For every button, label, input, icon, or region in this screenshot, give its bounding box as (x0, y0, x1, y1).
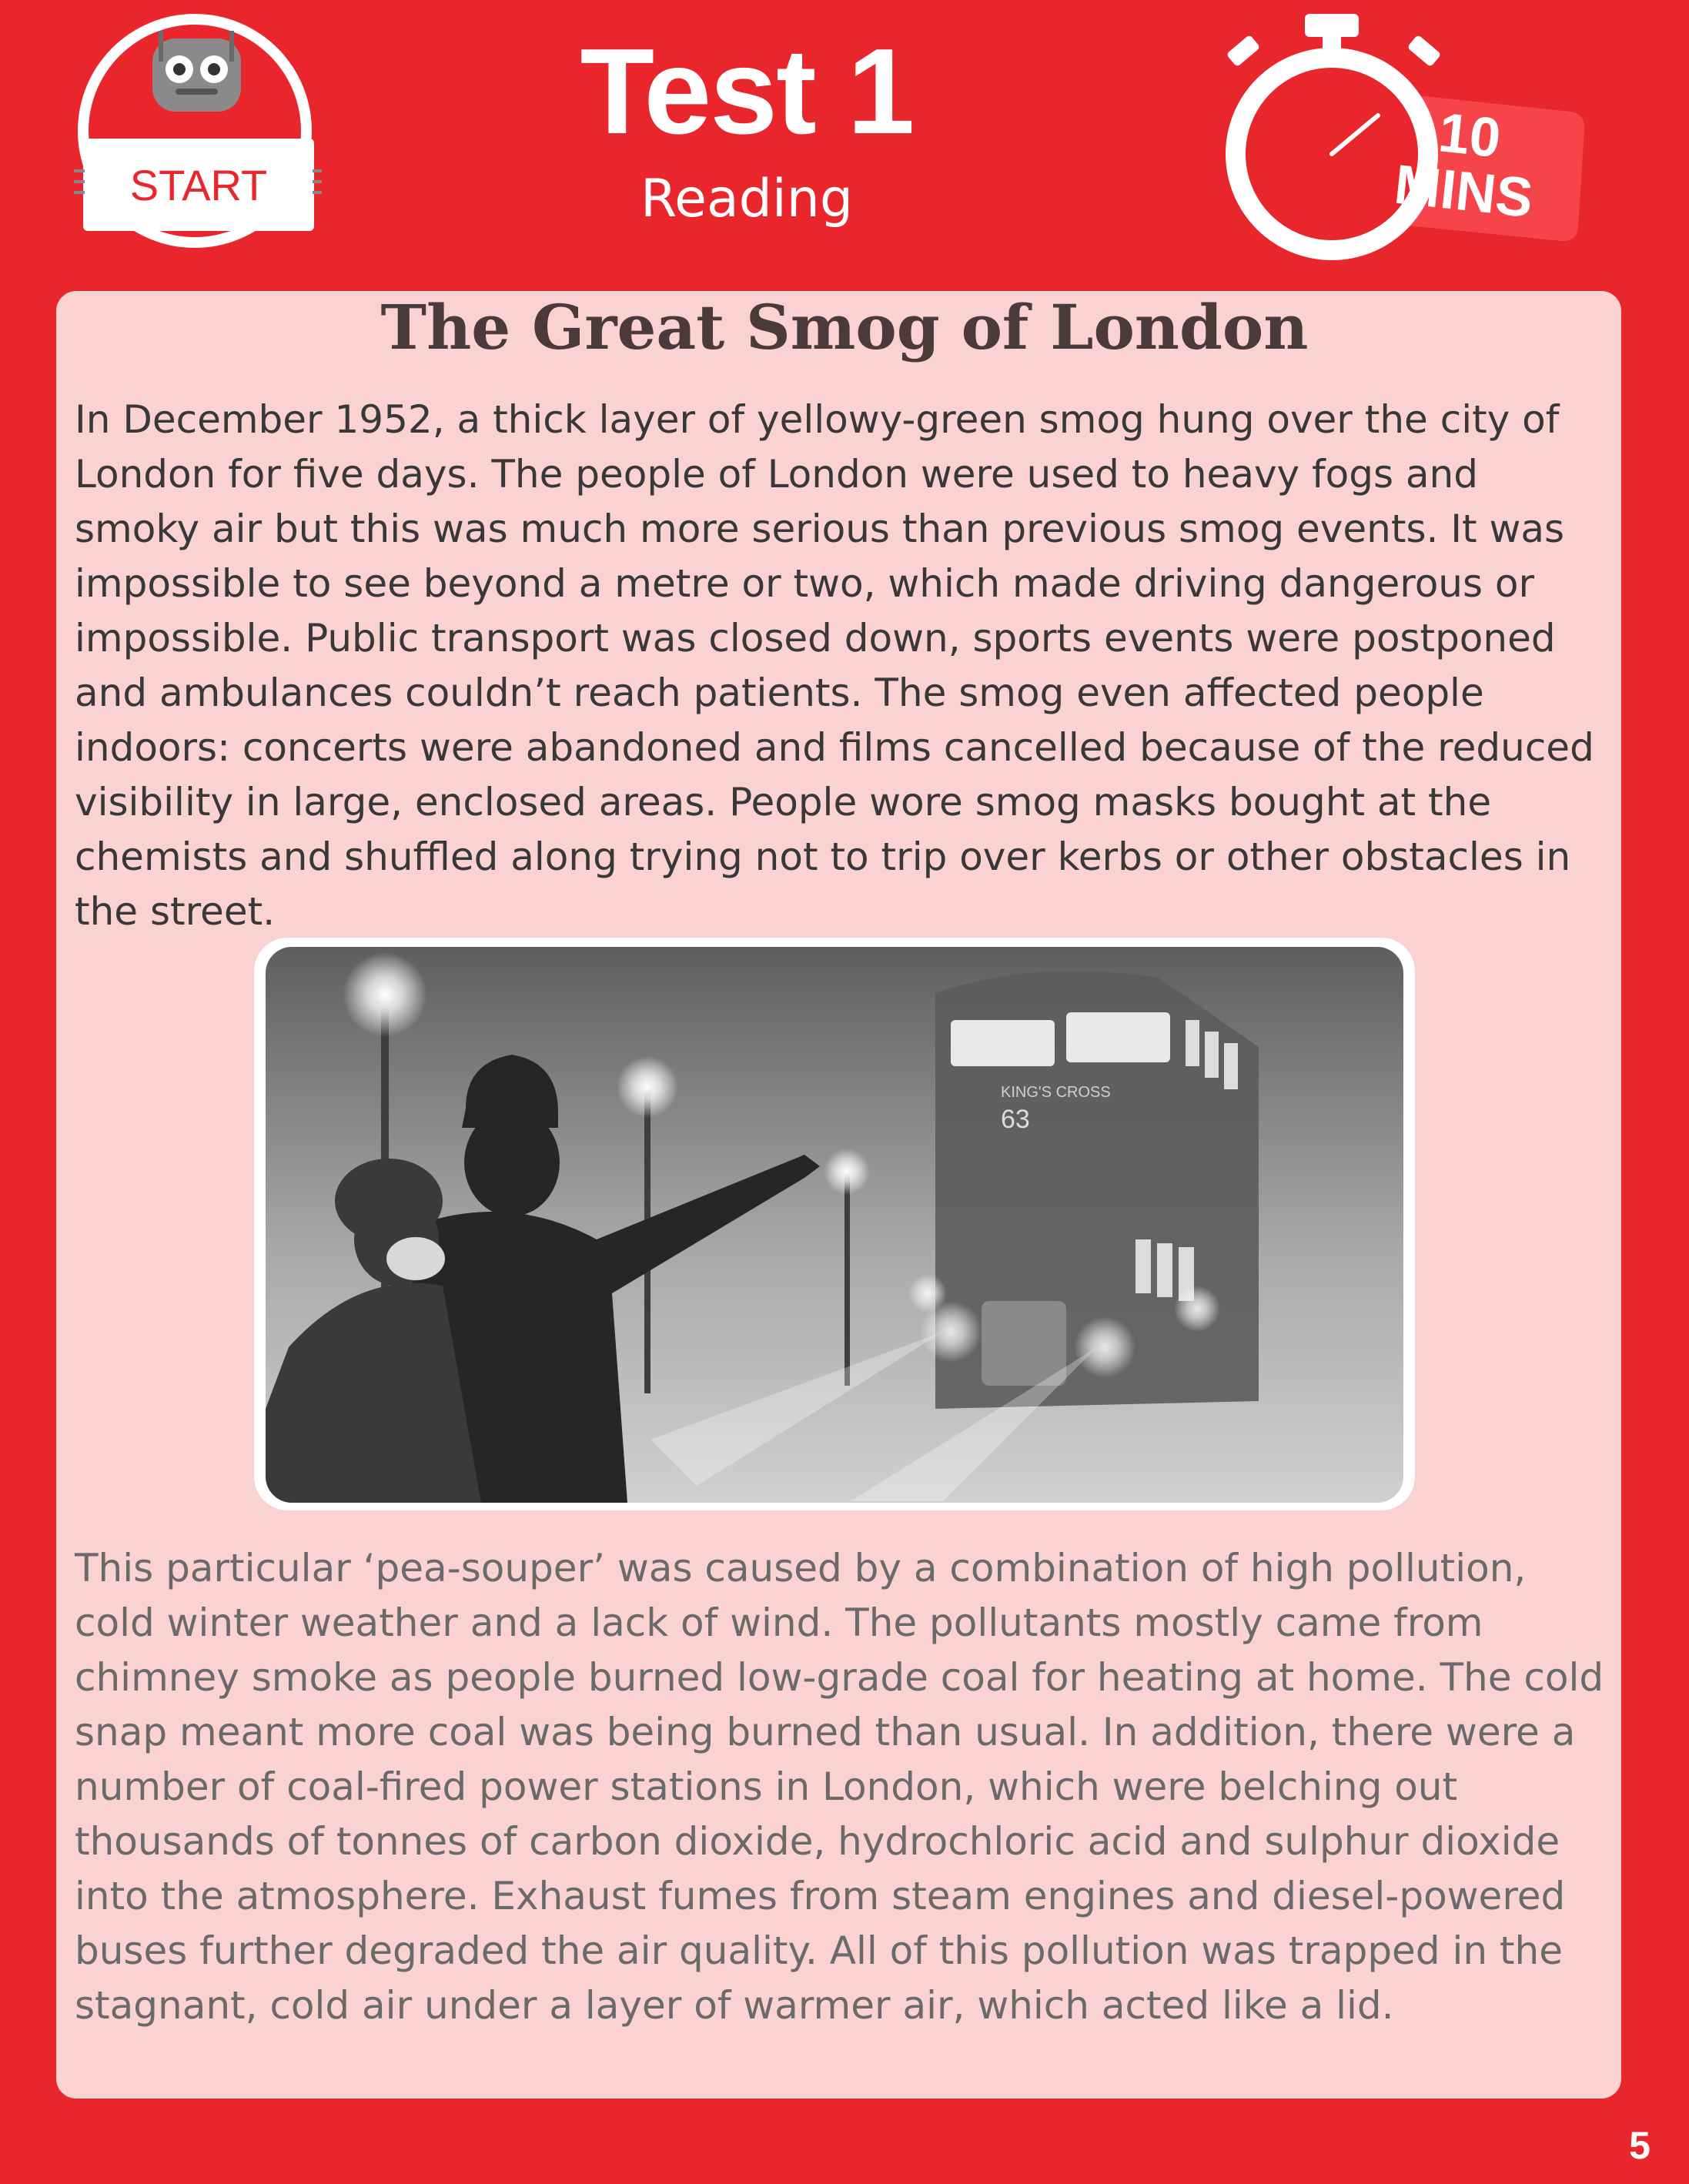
test-subtitle: Reading (640, 169, 854, 229)
article-paragraph-1: In December 1952, a thick layer of yellowy-green smog hung over the city of London for five days. The people of London were used to heavy fogs and smoky air but this was much more serious than previous smog events. It was impossible to see beyond a metre or two, which made driving dangerous or impossible. Public transport was closed down, sports events were postponed and ambulances couldn’t reach patients. The smog even affected people indoors: concerts were abandoned and films cancelled because of the reduced visibility in large, enclosed areas. People wore smog masks bought at the chemists and shuffled along trying not to trip over kerbs or other obstacles in the street. (75, 397, 1594, 934)
street-lamp-glow (824, 1149, 870, 1195)
street-lamp-glow (617, 1056, 678, 1118)
article-title: The Great Smog of London (380, 291, 1309, 363)
page-number: 5 (1629, 2124, 1651, 2167)
bus-route-number: 63 (1001, 1105, 1030, 1134)
face-mask (386, 1237, 445, 1280)
timer-label (1369, 99, 1564, 231)
street-lamp-glow (343, 952, 427, 1037)
smog-street-illustration (266, 947, 1403, 1503)
start-label: START (129, 161, 268, 209)
test-title: Test 1 (580, 24, 914, 159)
timer-unit: MINS (1391, 153, 1537, 229)
start-robot-badge (68, 8, 322, 254)
timer-value: 10 (1435, 102, 1503, 170)
article-paragraph-2: This particular ‘pea-souper’ was caused by a combination of high pollution, cold winter weather and a lack of wind. The pollutants mostly came from chimney smoke as people burned low-grade coal for heating at home. The cold snap meant more coal was being burned than usual. In addition, there were a number of coal-fired power stations in London, which were belching out thousands of tonnes of carbon dioxide, hydrochloric acid and sulphur dioxide into the atmosphere. Exhaust fumes from steam engines and diesel-powered buses further degraded the air quality. All of this pollution was trapped in the stagnant, cold air under a layer of warmer air, which acted like a lid. (75, 1546, 1604, 2028)
bus-destination: KING'S CROSS (1001, 1084, 1111, 1101)
